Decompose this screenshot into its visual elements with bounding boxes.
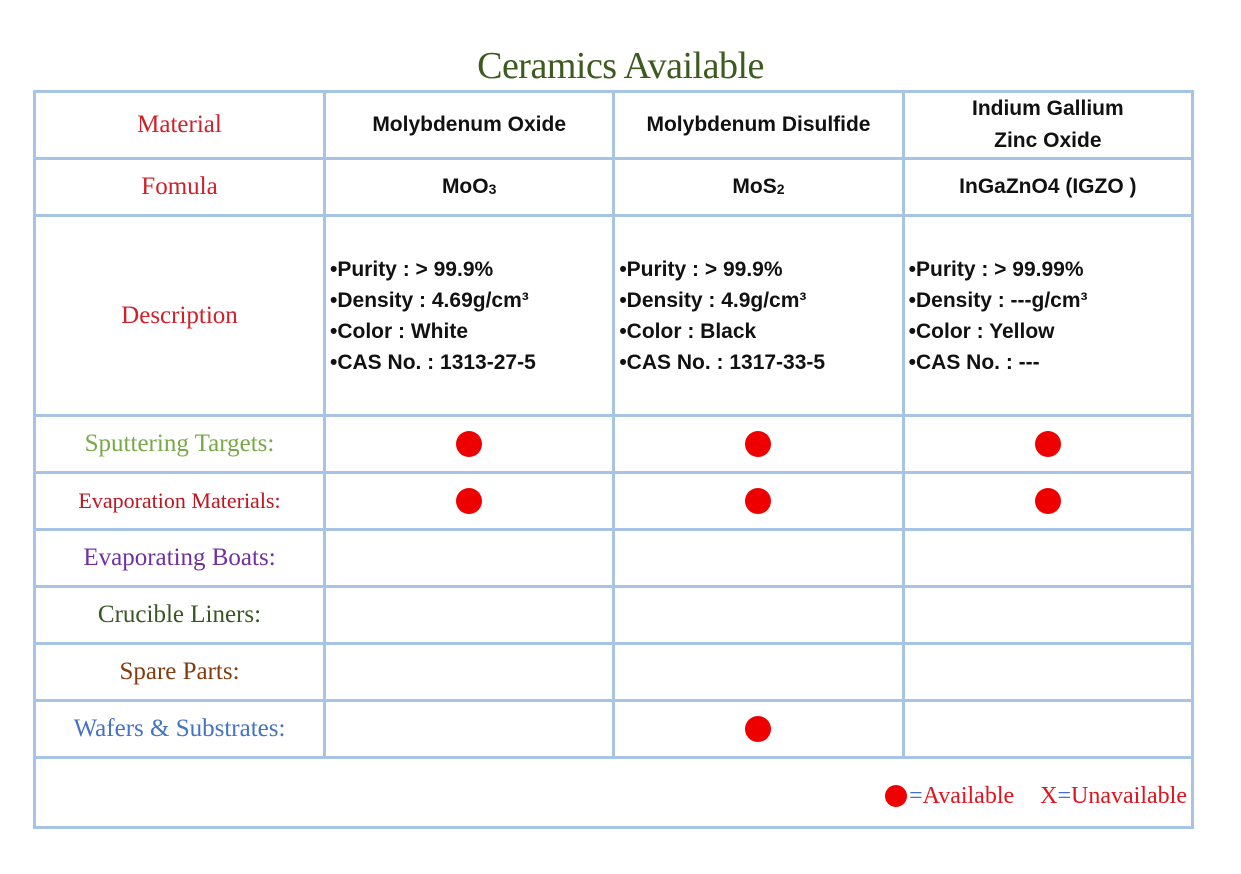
availability-cell	[903, 587, 1192, 644]
purity-text: •Purity : > 99.9%	[330, 257, 494, 281]
legend-row	[35, 758, 1193, 828]
description-1	[325, 216, 614, 416]
availability-cell	[325, 644, 614, 701]
sputtering-label: Sputtering Targets:	[35, 416, 325, 473]
material-name-line: Indium Gallium	[971, 97, 1124, 120]
legend	[885, 783, 1187, 810]
cas-text: •CAS No. : 1317-33-5	[619, 350, 826, 374]
evaporating-boats-row	[35, 530, 1193, 587]
description-2	[614, 216, 903, 416]
availability-cell	[614, 701, 903, 758]
wafers-substrates-label: Wafers & Substrates:	[35, 701, 325, 758]
material-name-1	[325, 92, 614, 159]
material-name-line: Molybdenum Disulfide	[646, 113, 871, 136]
availability-cell	[614, 530, 903, 587]
cas-text: •CAS No. : 1313-27-5	[330, 350, 536, 374]
cas-text: •CAS No. : ---	[908, 350, 1040, 374]
color-text: •Color : Black	[619, 319, 757, 343]
description-3	[903, 216, 1192, 416]
available-dot-icon	[745, 431, 771, 457]
legend-equals: =	[909, 782, 923, 809]
available-dot-icon	[885, 785, 907, 807]
crucible-liners-row	[35, 587, 1193, 644]
availability-cell	[614, 587, 903, 644]
formula-subscript: 2	[776, 181, 785, 197]
formula-2	[614, 159, 903, 216]
availability-cell	[903, 473, 1192, 530]
material-label: Material	[35, 92, 325, 159]
legend-equals: =	[1057, 782, 1072, 809]
density-text: •Density : 4.9g/cm³	[619, 288, 807, 312]
available-dot-icon	[1035, 488, 1061, 514]
color-text: •Color : White	[330, 319, 468, 343]
formula-row	[35, 159, 1193, 216]
availability-cell	[903, 701, 1192, 758]
legend-cell	[35, 758, 1193, 828]
material-row	[35, 92, 1193, 159]
material-name-line: Zinc Oxide	[994, 129, 1102, 152]
available-dot-icon	[745, 716, 771, 742]
density-text: •Density : 4.69g/cm³	[330, 288, 529, 312]
availability-cell	[614, 473, 903, 530]
formula-3	[903, 159, 1192, 216]
material-name-line: Molybdenum Oxide	[372, 113, 566, 136]
legend-available-text: Available	[922, 782, 1015, 809]
purity-text: •Purity : > 99.99%	[908, 257, 1084, 281]
availability-cell	[325, 701, 614, 758]
formula-subscript: 3	[488, 181, 497, 197]
evaporation-materials-label: Evaporation Materials:	[35, 473, 325, 530]
description-row	[35, 216, 1193, 416]
formula-text: InGaZnO4 (IGZO )	[959, 175, 1137, 198]
unavailable-x-icon: X	[1040, 782, 1058, 809]
purity-text: •Purity : > 99.9%	[619, 257, 783, 281]
formula-text: MoS	[732, 175, 777, 198]
ceramics-table	[33, 90, 1194, 829]
available-dot-icon	[456, 431, 482, 457]
formula-1	[325, 159, 614, 216]
availability-cell	[325, 473, 614, 530]
density-text: •Density : ---g/cm³	[908, 288, 1088, 312]
spare-parts-row	[35, 644, 1193, 701]
availability-cell	[903, 416, 1192, 473]
spare-parts-label: Spare Parts:	[35, 644, 325, 701]
page-title: Ceramics Available	[477, 45, 764, 87]
evaporation-materials-row	[35, 473, 1193, 530]
material-name-2	[614, 92, 903, 159]
availability-cell	[614, 416, 903, 473]
wafers-substrates-row	[35, 701, 1193, 758]
availability-cell	[903, 644, 1192, 701]
available-dot-icon	[456, 488, 482, 514]
evaporating-boats-label: Evaporating Boats:	[35, 530, 325, 587]
availability-cell	[903, 530, 1192, 587]
availability-cell	[614, 644, 903, 701]
available-dot-icon	[745, 488, 771, 514]
description-label: Description	[35, 216, 325, 416]
material-name-3	[903, 92, 1192, 159]
availability-cell	[325, 530, 614, 587]
crucible-liners-label: Crucible Liners:	[35, 587, 325, 644]
formula-text: MoO	[441, 175, 489, 198]
formula-label: Fomula	[35, 159, 325, 216]
sputtering-row	[35, 416, 1193, 473]
availability-cell	[325, 416, 614, 473]
availability-cell	[325, 587, 614, 644]
available-dot-icon	[1035, 431, 1061, 457]
color-text: •Color : Yellow	[908, 319, 1055, 343]
legend-unavailable-text: Unavailable	[1071, 782, 1187, 809]
